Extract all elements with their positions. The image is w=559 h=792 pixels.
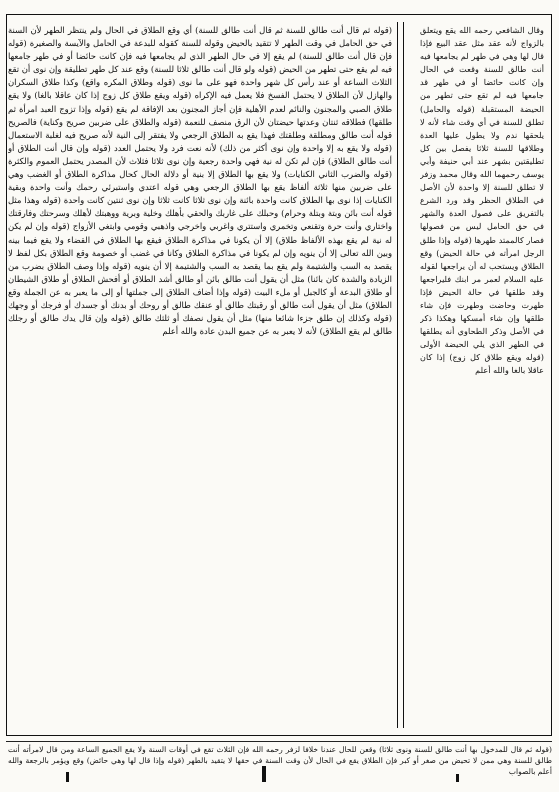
main-text: (قوله ثم قال أنت طالق للسنة ثم قال أنت طالق للسنة) أي وقع الطلاق في الحال ولم ينتظر الطهر لأن السنة في حق الحامل في وقت الطهر لا تتقيد بالحيض وقوله للسنة كقوله للبدعة في الحامل والآيسة والصغيرة (قوله فإن قال أنت طالق للسنة) لم يقع إلا في حال الطهر الذي لم يجامعها فيه فإن كانت حائضا أو في طهر جامعها فيه لم يقع حتى تطهر من الحيض (قوله ولو قال أنت طالق ثلاثا للسنة) وقع عند كل طهر تطليقة وإن نوى أن تقع الثلاث الساعة أو عند رأس كل شهر واحدة فهو على ما نوى (قوله وطلاق المكره واقع) وكذا طلاق السكران والهازل لأن الطلاق لا يحتمل الفسخ فلا يعمل فيه الإكراه (قوله ويقع طلاق كل زوج إذا كان عاقلا بالغا) ولا يقع طلاق الصبي والمجنون والنائم لعدم الأهلية فإن أجاز المجنون بعد الإفاقة لم يقع (قوله وإذا تزوج العبد امرأة ثم طلقها) فطلاقه ثنتان وعدتها حيضتان لأن الرق منصف للنعمة (قوله والطلاق على ضربين صريح وكناية) فالصريح قوله أنت طالق ومطلقة وطلقتك فهذا يقع به الطلاق الرجعي ولا يفتقر إلى النية لأنه صريح فيه لغلبة الاستعمال (قوله ولا يقع به إلا واحدة وإن نوى أكثر من ذلك) لأنه نعت فرد ولا يحتمل العدد (قوله وإن قال أنت الطلاق أو أنت طالق الطلاق) فإن لم تكن له نية فهي واحدة رجعية وإن نوى ثلاثا فثلاث لأن المصدر يحتمل العموم والكثرة (قوله والضرب الثاني الكنايات) ولا يقع بها الطلاق إلا بنية أو دلالة الحال كحال مذاكرة الطلاق أو الغضب وهي على ضربين منها ثلاثة ألفاظ يقع بها الطلاق الرجعي وهي قوله اعتدي واستبرئي رحمك وأنت واحدة وبقية الكنايات إذا نوى بها الطلاق كانت واحدة بائنة وإن نوى ثلاثا كانت ثلاثا وإن نوى ثنتين كانت واحدة (قوله وهذا مثل قوله أنت بائن وبتة وبتلة وحرام) وحبلك على غاربك والحقي بأهلك وخلية وبرية ووهبتك لأهلك وسرحتك وفارقتك واختاري وأنت حرة وتقنعي وتخمري واستتري واغربي واخرجي واذهبي وقومي وابتغي الأزواج (قوله وإن لم يكن له نية لم يقع بهذه الألفاظ طلاق) إلا أن يكونا في مذاكرة الطلاق فيقع بها الطلاق في القضاء ولا يقع فيما بينه وبين الله تعالى إلا أن ينويه وإن لم يكونا في مذاكرة الطلاق وكانا في غضب أو خصومة وقع الطلاق بكل لفظ لا يقصد به السب والشتيمة ولم يقع بما يقصد به السب والشتيمة إلا أن ينويه (قوله وإذا وصف الطلاق بضرب من الزيادة والشدة كان بائنا) مثل أن يقول أنت طالق بائن أو طالق أشد الطلاق أو أفحش الطلاق أو طلاق الشيطان أو طلاق البدعة أو كالجبل أو ملء البيت (قوله وإذا أضاف الطلاق إلى جملتها أو إلى ما يعبر به عن الجملة وقع الطلاق) مثل أن يقول أنت طالق أو رقبتك طالق أو عنقك طالق أو روحك أو بدنك أو جسدك أو فرجك أو وجهك (قوله وكذلك إن طلق جزءا شائعا منها) مثل أن يقول نصفك أو ثلثك طالق (قوله وإن قال يدك طالق أو رجلك طالق لم يقع الطلاق) لأنه لا يعبر به عن جميع البدن عادة والله أعلم xyxy=(8,25,392,337)
footnote-text: (قوله ثم قال للمدخول بها أنت طالق للسنة ونوى ثلاثا) وقعن للحال عندنا خلافا لزفر رحمه الله فإن الثلاث تقع في أوقات السنة ولا يقع الجميع الساعة ومن قال لامرأته أنت طالق للسنة وهي ممن لا تحيض من صغر أو كبر فإن الطلاق يقع في الحال لأن وقت السنة في حقها لا يتقيد بالطهر (قوله وإذا قال لها وهي حائض) وقع ويؤمر بالرجعة والله أعلم بالصواب xyxy=(8,745,552,776)
column-rule xyxy=(397,22,398,728)
printer-mark xyxy=(262,766,266,782)
footnote-divider xyxy=(6,741,552,742)
printer-mark xyxy=(456,774,459,782)
main-text-column xyxy=(8,24,392,721)
printer-mark xyxy=(66,772,69,782)
margin-commentary-column xyxy=(420,24,544,721)
margin-commentary-text: وقال الشافعي رحمه الله يقع ويتعلق بالزواج لأنه عقد مثل عقد البيع فإذا قال لها وهي في طهر لم يجامعها فيه أنت طالق للسنة وقعت في الحال وإن كانت حائضا أو في طهر قد جامعها فيه لم تقع حتى تطهر من الحيضة المستقبلة (قوله والحامل) تطلق للسنة في أي وقت شاء لأنه لا يلحقها ندم ولا يطول عليها العدة وطلاقها للسنة ثلاثا يفصل بين كل تطليقتين بشهر عند أبي حنيفة وأبي يوسف رحمهما الله وقال محمد وزفر لا تطلق للسنة إلا واحدة لأن الأصل في الطلاق الحظر وقد ورد الشرع بالتفريق على فصول العدة والشهر في حق الحامل ليس من فصولها فصار كالممتد طهرها (قوله وإذا طلق الرجل امرأته في حالة الحيض) وقع الطلاق ويستحب له أن يراجعها لقوله عليه السلام لعمر مر ابنك فليراجعها وقد طلقها في حالة الحيض فإذا طهرت وحاضت وطهرت فإن شاء طلقها وإن شاء أمسكها وهكذا ذكر في الأصل وذكر الطحاوي أنه يطلقها في الطهر الذي يلي الحيضة الأولى (قوله ويقع طلاق كل زوج) إذا كان عاقلا بالغا والله أعلم xyxy=(420,25,544,376)
column-rule xyxy=(403,22,404,728)
